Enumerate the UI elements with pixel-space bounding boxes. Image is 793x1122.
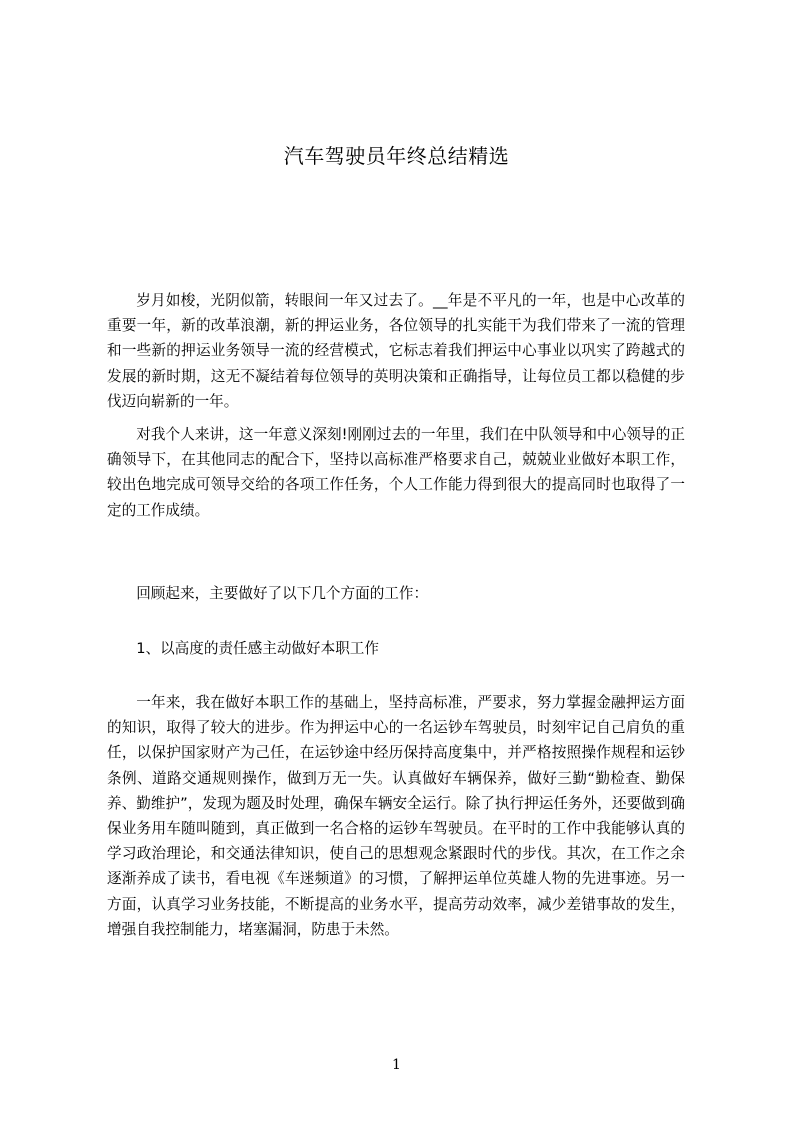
document-title: 汽车驾驶员年终总结精选 — [283, 144, 510, 168]
paragraph-review: 回顾起来，主要做好了以下几个方面的工作： — [136, 585, 429, 602]
paragraph-section-1: 一年来，我在做好本职工作的基础上，坚持高标准，严要求，努力掌握金融押运方面的知识，取得了较大的进步。作为押运中心的一名运钞车驾驶员，时刻牢记自己肩负的重任，以保护国家财产为己任，在运钞途中经历保持高度集中，并严格按照操作规程和运钞条例、道路交通规则操作，做到万无一失。认真做好车辆保养，做好三勤“勤检查、勤保养、勤维护”，发现为题及时处理，确保车辆安全运行。除了执行押运任务外，还要做到确保业务用车随叫随到，真正做到一名合格的运钞车驾驶员。在平时的工作中我能够认真的学习政治理论，和交通法律知识，使自己的思想观念紧跟时代的步伐。其次，在工作之余逐渐养成了读书，看电视《车迷频道》的习惯，了解押运单位英雄人物的先进事迹。另一方面，认真学习业务技能，不断提高的业务水平，提高劳动效率，减少差错事故的发生，增强自我控制能力，堵塞漏洞，防患于未然。 — [107, 694, 685, 938]
paragraph-intro: 岁月如梭，光阴似箭，转眼间一年又过去了。__年是不平凡的一年，也是中心改革的重要一年，新的改革浪潮，新的押运业务，各位领导的扎实能干为我们带来了一流的管理和一些新的押运业务领导一流的经营模式，它标志着我们押运中心事业以巩实了跨越式的发展的新时期，这无不凝结着每位领导的英明决策和正确指导，让每位员工都以稳健的步伐迈向崭新的一年。 — [107, 292, 685, 410]
page-number: 1 — [392, 1057, 401, 1073]
section-heading-1: 1、以高度的责任感主动做好本职工作 — [136, 640, 379, 657]
paragraph-personal: 对我个人来讲，这一年意义深刻!刚刚过去的一年里，我们在中队领导和中心领导的正确领导下，在其他同志的配合下，坚持以高标准严格要求自己，兢兢业业做好本职工作，较出色地完成可领导交给的各项工作任务，个人工作能力得到很大的提高同时也取得了一定的工作成绩。 — [107, 426, 685, 519]
